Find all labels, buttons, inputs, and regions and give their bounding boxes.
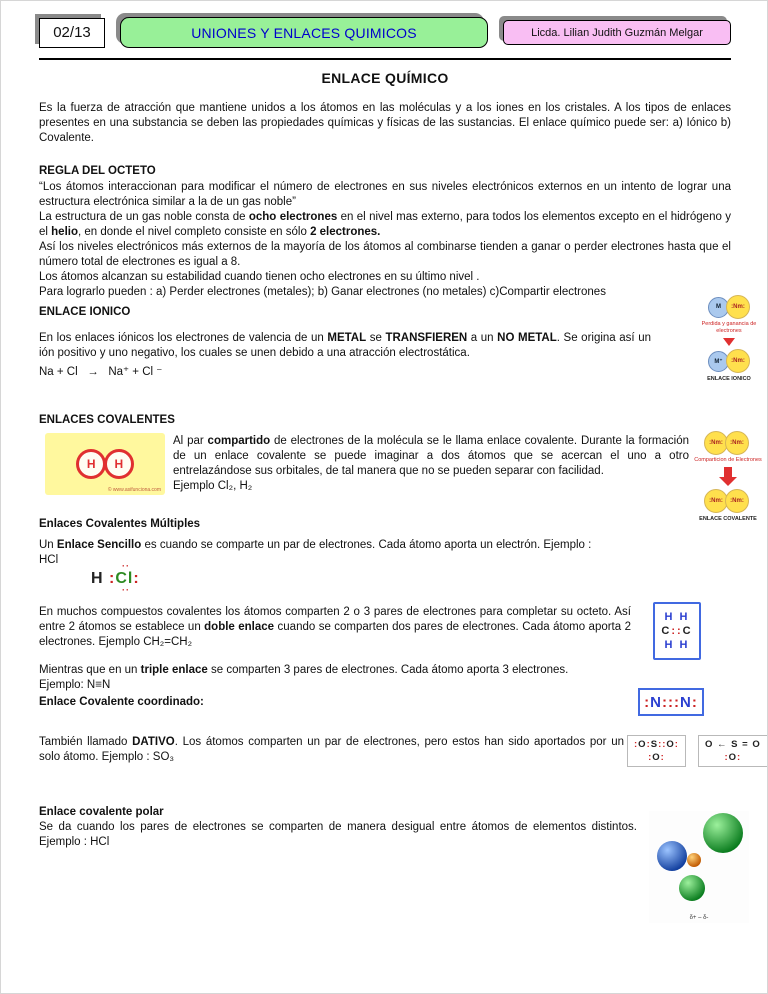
hydrogen-atom-icon — [76, 449, 106, 479]
hydrogen-left-label: H — [86, 457, 96, 471]
covalent-atom-icon — [725, 489, 749, 513]
nonmetal-atom-icon — [726, 295, 750, 319]
green-sphere-large — [703, 813, 743, 853]
covalent-atoms-bottom-row — [707, 489, 749, 513]
ionic-bond-heading: ENLACE IONICO — [39, 306, 131, 318]
so3-right-row2: :O: — [724, 752, 742, 763]
metal-cation-label: M⁺ — [714, 358, 723, 365]
big-down-arrow-icon — [719, 467, 737, 486]
ionic-ions-after-row — [708, 349, 750, 373]
ionic-bond-paragraph: En los enlaces iónicos los electrones de valencia de un METAL se TRANSFIEREN a un NO METAL. Se origina así un ión positivo y uno negativo, los cuales se unen debido a una atracción electrostática. — [39, 332, 651, 359]
covalent-atom-icon — [725, 431, 749, 455]
blue-sphere — [657, 841, 687, 871]
polar-bond-paragraph: Se da cuando los pares de electrones se comparten de manera desigual entre átomos de elementos distintos. Ejemplo : HCl — [39, 821, 637, 848]
arrow-head — [719, 477, 737, 486]
ethylene-row-bottom: H H — [664, 638, 690, 651]
shared-electrons-dots: : — [103, 458, 107, 470]
covalent-atom-label: :Nm: — [730, 498, 744, 505]
ionic-atoms-before-row — [708, 295, 750, 319]
page-number: 02/13 — [53, 24, 91, 41]
page-header — [39, 17, 731, 48]
figure-h2-molecule — [45, 433, 165, 495]
metal-atom-label: M — [716, 304, 721, 310]
figure-ethylene-lewis — [653, 602, 701, 660]
figure-hcl-lewis — [91, 563, 171, 594]
ionic-equation: Na + Cl → Na⁺ + Cl ⁻ — [39, 366, 163, 378]
hydrogen-atom-icon — [104, 449, 134, 479]
octet-rule-heading: REGLA DEL OCTETO — [39, 165, 156, 177]
figure-polar-molecule — [649, 811, 749, 923]
ionic-figure-caption: ENLACE IONICO — [707, 376, 751, 383]
stability-paragraph: Los átomos alcanzan su estabilidad cuando tienen ocho electrones en su último nivel . — [39, 271, 480, 283]
double-bond-paragraph: En muchos compuestos covalentes los átomos comparten 2 o 3 pares de electrones para completar su octeto. Así entre 2 átomos se establece un doble enlace cuando se comparten dos pares de electrones. Cada átomo aporta 2 electrones. Ejemplo CH₂=CH₂ — [39, 606, 631, 648]
covalent-example: Ejemplo Cl₂, H₂ — [173, 480, 253, 492]
nonmetal-anion-icon — [726, 349, 750, 373]
hydrogen-right-label: H — [114, 457, 124, 471]
orange-connector — [687, 853, 701, 867]
covalent-atom-label: :Nm: — [730, 440, 744, 446]
electron-sharing-caption: Comparticion de Electrones — [694, 457, 762, 463]
nonmetal-atom-label: :Nm: — [731, 304, 745, 310]
header-title-box — [120, 17, 488, 48]
ethylene-row-middle: C::C — [661, 624, 693, 637]
nonmetal-anion-label: :Nm: — [731, 358, 745, 365]
arrow-shaft — [724, 467, 732, 477]
down-arrow-icon — [723, 338, 735, 346]
figure-so3-structures — [627, 735, 768, 767]
hcl-lewis-line: H :Cl: — [91, 570, 140, 587]
octet-quote-paragraph: “Los átomos interaccionan para modificar el número de electrones en sus niveles electrónicos externos en un intento de lograr una estructura electrónica similar a la de un gas noble” — [39, 181, 731, 208]
triple-bond-text: Mientras que en un triple enlace se comparten 3 pares de electrones. Cada átomo aporta 3 electrones. — [39, 664, 569, 676]
single-bond-text: Un Enlace Sencillo es cuando se comparte un par de electrones. Cada átomo aporta un electrón. Ejemplo : — [39, 539, 592, 551]
page-number-box — [39, 18, 105, 48]
green-sphere-small — [679, 875, 705, 901]
hcl-bottom-dots: ·· — [122, 585, 130, 595]
header-title: UNIONES Y ENLACES QUIMICOS — [191, 24, 417, 41]
covalent-bond-text: Al par compartido de electrones de la molécula se le llama enlace covalente. Durante la formación de un enlace covalente se puede imaginar a dos átomos que se acercan el uno a otro entrelazándose sus orbitales, de tal manera que no se pueden separar con facilidad. — [173, 435, 689, 477]
intro-paragraph: Es la fuerza de atracción que mantiene unidos a los átomos en las moléculas y a los iones en los cristales. A los tipos de enlaces presentes en una substancia se deben las propiedades químicas y físicas de las sustancias. El enlace químico puede ser: a) Iónico b) Covalente. — [39, 102, 731, 144]
achieve-octet-paragraph: Para lograrlo pueden : a) Perder electrones (metales); b) Ganar electrones (no metales) c)Compartir electrones — [39, 286, 606, 298]
header-author-box — [503, 20, 731, 45]
noble-gas-paragraph: La estructura de un gas noble consta de ocho electrones en el nivel mas externo, para todos los elementos excepto en el hidrógeno y el helio, en donde el nivel completo consiste en sólo 2 electrones. — [39, 211, 731, 238]
coordinate-bond-heading: Enlace Covalente coordinado: — [39, 696, 204, 708]
figure-nitrogen-lewis — [638, 688, 704, 716]
dative-bond-paragraph: También llamado DATIVO. Los átomos comparten un par de electrones, pero estos han sido aportados por un solo átomo. Ejemplo : SO₃ — [39, 736, 624, 763]
polar-figure-caption: δ+ – δ- — [689, 915, 709, 921]
document-title: ENLACE QUÍMICO — [321, 70, 449, 86]
triple-bond-paragraph — [39, 663, 679, 693]
so3-left-row1: :O:S::O: — [634, 739, 679, 750]
figure-ionic-bond — [693, 295, 765, 383]
polar-bond-heading: Enlace covalente polar — [39, 806, 164, 818]
electron-levels-paragraph: Así los niveles electrónicos más externos de la mayoría de los átomos al combinarse tienden a ganar o perder electrones hasta que el número total de electrones es igual a 8. — [39, 241, 731, 268]
figure-copyright: © www.asifunciona.com — [107, 487, 161, 493]
header-divider — [39, 58, 731, 60]
header-author: Licda. Lilian Judith Guzmán Melgar — [531, 26, 703, 39]
so3-dative-structure — [698, 735, 768, 767]
so3-left-row2: :O: — [648, 752, 665, 763]
multiple-bonds-heading: Enlaces Covalentes Múltiples — [39, 518, 201, 530]
single-bond-example: HCl — [39, 554, 59, 566]
hcl-top-dots: ·· — [122, 561, 130, 571]
so3-lewis-structure — [627, 735, 686, 767]
ethylene-row-top: H H — [664, 610, 690, 623]
figure-covalent-bond — [689, 431, 767, 523]
covalent-bonds-heading: ENLACES COVALENTES — [39, 414, 175, 426]
covalent-atom-label: :Nm: — [709, 440, 723, 446]
n2-lewis-line: :N:::N: — [644, 693, 698, 711]
triple-bond-example: Ejemplo: N≡N — [39, 679, 111, 691]
electron-transfer-caption: Perdida y ganancia de electrones — [701, 321, 757, 335]
covalent-atoms-top-row — [707, 431, 749, 455]
so3-right-row1: O ← S = O — [704, 739, 761, 750]
covalent-atom-label: :Nm: — [709, 498, 723, 505]
covalent-figure-caption: ENLACE COVALENTE — [699, 516, 757, 523]
covalent-bond-paragraph — [173, 434, 689, 494]
